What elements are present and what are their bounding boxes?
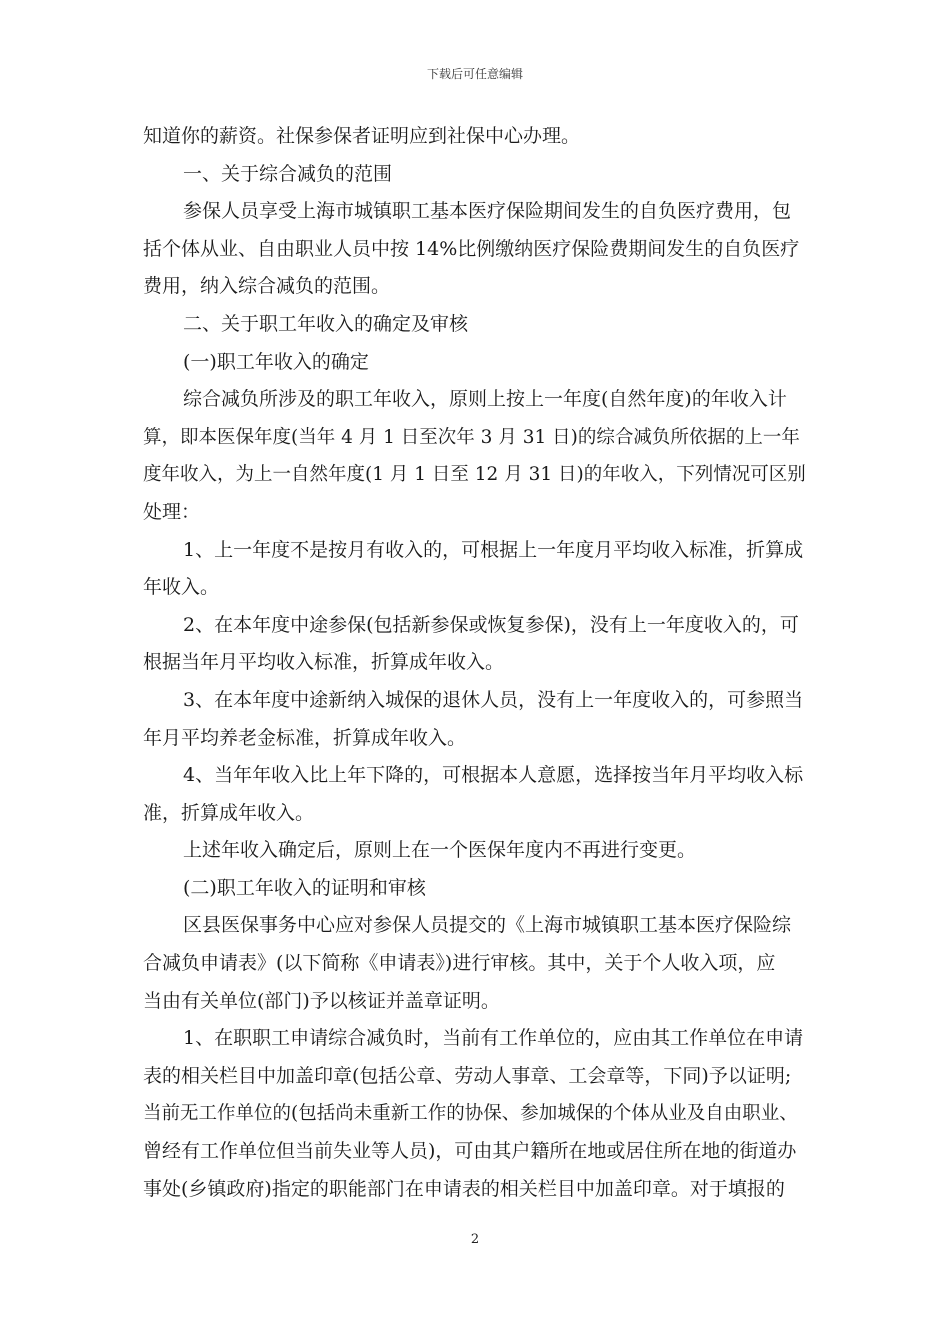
text-line: 知道你的薪资。社保参保者证明应到社保中心办理。 [143, 125, 581, 147]
text-line: (二)职工年收入的证明和审核 [183, 876, 426, 899]
text-line: 算，即本医保年度(当年 4 月 1 日至次年 3 月 31 日)的综合减负所依据的上一年 [143, 426, 800, 448]
page-header: 下载后可任意编辑 [426, 67, 523, 81]
text-line: 表的相关栏目中加盖印章(包括公章、劳动人事章、工会章等，下同)予以证明; [143, 1064, 792, 1087]
text-line: 根据当年月平均收入标准，折算成年收入。 [143, 651, 505, 674]
text-line: 一、关于综合减负的范围 [183, 162, 393, 185]
text-line: 1、在职职工申请综合减负时，当前有工作单位的，应由其工作单位在申请 [183, 1027, 804, 1050]
text-line: 年收入。 [143, 576, 220, 599]
text-line: 2、在本年度中途参保(包括新参保或恢复参保)，没有上一年度收入的，可 [183, 613, 799, 636]
text-line: 事处(乡镇政府)指定的职能部门在申请表的相关栏目中加盖印章。对于填报的 [143, 1177, 785, 1200]
text-line: 二、关于职工年收入的确定及审核 [183, 312, 469, 335]
text-line: 准，折算成年收入。 [143, 801, 315, 824]
text-line: 年月平均养老金标准，折算成年收入。 [143, 726, 467, 749]
text-line: 上述年收入确定后，原则上在一个医保年度内不再进行变更。 [183, 839, 697, 862]
text-line: 当由有关单位(部门)予以核证并盖章证明。 [143, 989, 500, 1012]
text-line: 3、在本年度中途新纳入城保的退休人员，没有上一年度收入的，可参照当 [183, 688, 804, 711]
text-line: 处理： [143, 500, 201, 523]
text-line: 费用，纳入综合减负的范围。 [143, 275, 391, 298]
text-line: 括个体从业、自由职业人员中按 14%比例缴纳医疗保险费期间发生的自负医疗 [143, 237, 800, 260]
text-line: 合减负申请表》(以下简称《申请表》)进行审核。其中，关于个人收入项，应 [143, 952, 776, 975]
text-line: 当前无工作单位的(包括尚未重新工作的协保、参加城保的个体从业及自由职业、 [143, 1103, 798, 1125]
text-line: 度年收入，为上一自然年度(1 月 1 日至 12 月 31 日)的年收入，下列情况可区别 [143, 464, 806, 486]
text-line: 4、当年年收入比上年下降的，可根据本人意愿，选择按当年月平均收入标 [183, 764, 804, 787]
text-line: 1、上一年度不是按月有收入的，可根据上一年度月平均收入标准，折算成 [183, 538, 804, 561]
text-line: 区县医保事务中心应对参保人员提交的《上海市城镇职工基本医疗保险综 [183, 914, 792, 937]
text-line: 曾经有工作单位但当前失业等人员)，可由其户籍所在地或居住所在地的街道办 [143, 1140, 797, 1163]
text-line: 综合减负所涉及的职工年收入，原则上按上一年度(自然年度)的年收入计 [183, 388, 787, 411]
document-body [143, 118, 813, 1208]
text-line: 参保人员享受上海市城镇职工基本医疗保险期间发生的自负医疗费用，包 [183, 200, 792, 223]
text-line: (一)职工年收入的确定 [183, 350, 369, 373]
page-number: 2 [470, 1232, 480, 1247]
